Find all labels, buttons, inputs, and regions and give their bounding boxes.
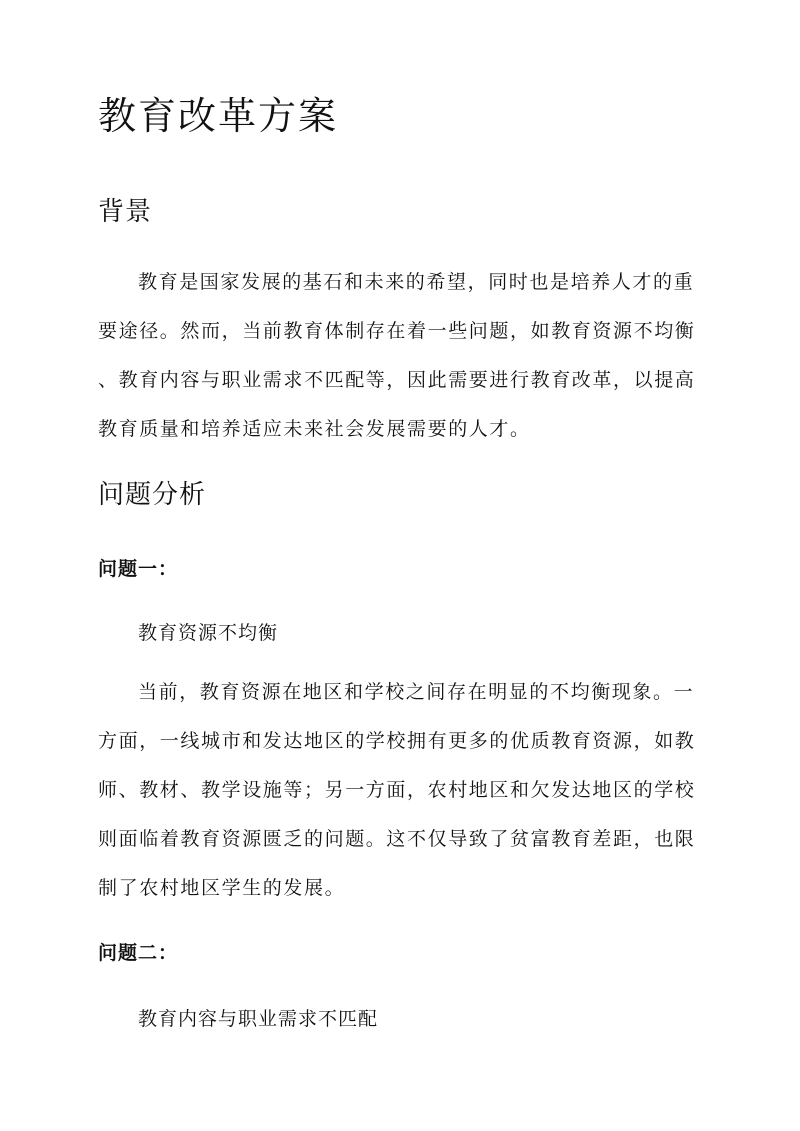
paragraph-line: 当前，教育资源在地区和学校之间存在明显的不均衡现象。一 [138,681,695,703]
section-heading-problem-analysis: 问题分析 [98,480,207,510]
problem-two-label: 问题二： [98,942,179,964]
problem-one-label: 问题一： [98,558,179,580]
paragraph-line: 教育是国家发展的基石和未来的希望，同时也是培养人才的重 [138,271,695,293]
problem-one-name: 教育资源不均衡 [138,622,279,644]
document-title: 教育改革方案 [98,94,339,138]
paragraph-line: 则面临着教育资源匮乏的问题。这不仅导致了贫富教育差距，也限 [98,828,696,850]
problem-one-paragraph [98,668,702,913]
paragraph-line: 教育质量和培养适应未来社会发展需要的人才。 [98,418,531,440]
paragraph-line: 方面，一线城市和发达地区的学校拥有更多的优质教育资源，如教 [98,730,696,752]
paragraph-line: 、教育内容与职业需求不匹配等，因此需要进行教育改革，以提高 [98,369,696,391]
problem-two-name: 教育内容与职业需求不匹配 [138,1008,379,1030]
paragraph-line: 制了农村地区学生的发展。 [98,877,346,899]
section-heading-background: 背景 [98,197,153,227]
background-paragraph [98,258,702,454]
paragraph-line: 师、教材、教学设施等；另一方面，农村地区和欠发达地区的学校 [98,779,696,801]
paragraph-line: 要途径。然而，当前教育体制存在着一些问题，如教育资源不均衡 [98,320,696,342]
